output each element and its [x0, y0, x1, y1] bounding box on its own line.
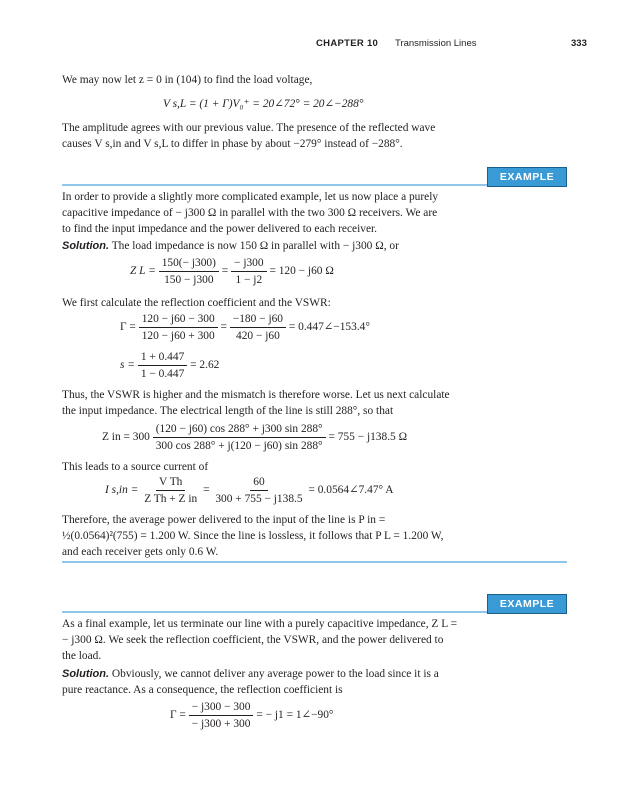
- s-equation: [120, 350, 219, 381]
- zin-fraction: [153, 422, 326, 453]
- s-fraction: [138, 350, 187, 381]
- zl-rhs: = 120 − j60 Ω: [269, 265, 334, 278]
- intro-line: We may now let z = 0 in (104) to find the load voltage,: [62, 74, 313, 86]
- frac-num: 1 + 0.447: [138, 350, 187, 366]
- intro-paragraph-line: The amplitude agrees with our previous value. The presence of the reflected wave: [62, 122, 436, 134]
- statement-line: As a final example, let us terminate our line with a purely capacitive impedance, Z L =: [62, 618, 458, 630]
- solution-line: [62, 238, 567, 254]
- statement-line: capacitive impedance of − j300 Ω in parallel with the two 300 Ω receivers. We are: [62, 207, 438, 219]
- frac-num: V Th: [156, 475, 185, 491]
- statement-line: In order to provide a slightly more complicated example, let us now place a purely: [62, 191, 439, 203]
- frac-num: 60: [250, 475, 267, 491]
- frac-den: 120 − j60 + 300: [141, 330, 215, 342]
- power-line: ½(0.0564)²(755) = 1.200 W. Since the line is lossless, it follows that P L = 1.200 W,: [62, 530, 444, 542]
- example-10-9-banner: EXAMPLE 10.9: [487, 594, 567, 614]
- zl-lhs: Z L =: [130, 265, 156, 278]
- gamma-fraction-2: [230, 312, 286, 343]
- intro-paragraph-line: causes V s,in and V s,L to differ in phase by about −279° instead of −288°.: [62, 138, 403, 150]
- gamma-lhs: Γ =: [170, 709, 186, 722]
- power-line: Therefore, the average power delivered to the input of the line is P in =: [62, 514, 386, 526]
- zl-fraction-1: [159, 256, 219, 287]
- gamma-fraction: [189, 700, 254, 731]
- chapter-title: Transmission Lines: [395, 38, 477, 49]
- load-voltage-equation: V s,L = (1 + Γ)V₀⁺ = 20∠72° = 20∠−288°: [163, 98, 364, 110]
- frac-num: (120 − j60) cos 288° + j300 sin 288°: [153, 422, 326, 438]
- frac-den: 1 − 0.447: [140, 368, 185, 380]
- gamma-fraction-1: [139, 312, 218, 343]
- solution-label: Solution.: [62, 240, 110, 252]
- s-lhs: s =: [120, 359, 135, 372]
- statement-line: − j300 Ω. We seek the reflection coefficient, the VSWR, and the power delivered to: [62, 634, 444, 646]
- zl-fraction-2: [231, 256, 267, 287]
- chapter-label: CHAPTER 10: [316, 38, 379, 49]
- vswr-paragraph: [62, 387, 567, 419]
- frac-num: −180 − j60: [230, 312, 286, 328]
- example-bottom-rule: [62, 561, 567, 563]
- frac-den: 300 + 755 − j138.5: [215, 493, 303, 505]
- gamma-lhs: Γ =: [120, 321, 136, 334]
- example-10-9-statement: [62, 616, 567, 664]
- solution-line: pure reactance. As a consequence, the reflection coefficient is: [62, 684, 343, 696]
- example-top-rule: [62, 184, 487, 186]
- intro-paragraph: [62, 120, 567, 152]
- power-paragraph: [62, 512, 567, 560]
- gamma-equation-10-9: [170, 700, 333, 731]
- example-top-rule: [62, 611, 487, 613]
- is-fraction-2: [212, 475, 305, 506]
- frac-num: 120 − j60 − 300: [139, 312, 218, 328]
- is-fraction-1: [141, 475, 200, 506]
- gamma-rhs: = − j1 = 1∠−90°: [256, 709, 334, 722]
- frac-den: 300 cos 288° + j(120 − j60) sin 288°: [155, 440, 323, 452]
- source-current-equation: I s,in = $\frac{\text{V Th}}{\text{Z Th + Z in}}$ = $\frac{60}{300 + 755 - j138.5}$ = 0.0564∠7.47° A: [105, 476, 394, 505]
- gamma-rhs: = 0.447∠−153.4°: [288, 321, 370, 334]
- vswr-line: the input impedance. The electrical length of the line is still 288°, so that: [62, 405, 394, 417]
- vswr-line: Thus, the VSWR is higher and the mismatch is therefore worse. Let us next calculate: [62, 389, 450, 401]
- statement-line: the load.: [62, 650, 102, 662]
- current-line: This leads to a source current of: [62, 461, 209, 473]
- s-rhs: = 2.62: [190, 359, 220, 372]
- frac-den: − j300 + 300: [191, 718, 251, 730]
- frac-den: Z Th + Z in: [144, 493, 198, 505]
- example-10-8-banner: EXAMPLE 10.8: [487, 167, 567, 187]
- statement-line: to find the input impedance and the power delivered to each receiver.: [62, 223, 378, 235]
- zl-equation: Z L = $\frac{150(- j300)}{150 - j300}$ = $\frac{- j300}{1 - j2}$ = 120 − j60 Ω: [130, 257, 334, 286]
- is-lhs: I s,in =: [105, 484, 139, 497]
- page-number: 333: [571, 38, 587, 49]
- frac-den: 150 − j300: [164, 274, 214, 286]
- frac-den: 1 − j2: [235, 274, 263, 286]
- solution-paragraph: [62, 666, 567, 698]
- gamma-equation: Γ = $\frac{120 - j60 - 300}{120 - j60 + 300}$ = $\frac{-180 - j60}{420 - j60}$ = 0.447∠−153.4°: [120, 313, 370, 342]
- frac-num: − j300: [231, 256, 267, 272]
- solution-text: The load impedance is now 150 Ω in parallel with − j300 Ω, or: [111, 240, 399, 252]
- frac-num: − j300 − 300: [189, 700, 254, 716]
- zin-equation: [102, 422, 407, 453]
- power-line: and each receiver gets only 0.6 W.: [62, 546, 219, 558]
- zin-rhs: = 755 − j138.5 Ω: [328, 431, 408, 444]
- calc-line: We first calculate the reflection coefficient and the VSWR:: [62, 297, 331, 309]
- solution-line: [62, 666, 567, 682]
- solution-text: Obviously, we cannot deliver any average power to the load since it is a: [111, 668, 439, 680]
- zin-lhs: Z in = 300: [102, 431, 150, 444]
- example-10-8-statement: [62, 189, 567, 237]
- frac-num: 150(− j300): [159, 256, 219, 272]
- solution-label: Solution.: [62, 668, 110, 680]
- frac-den: 420 − j60: [236, 330, 280, 342]
- is-rhs: = 0.0564∠7.47° A: [308, 484, 394, 497]
